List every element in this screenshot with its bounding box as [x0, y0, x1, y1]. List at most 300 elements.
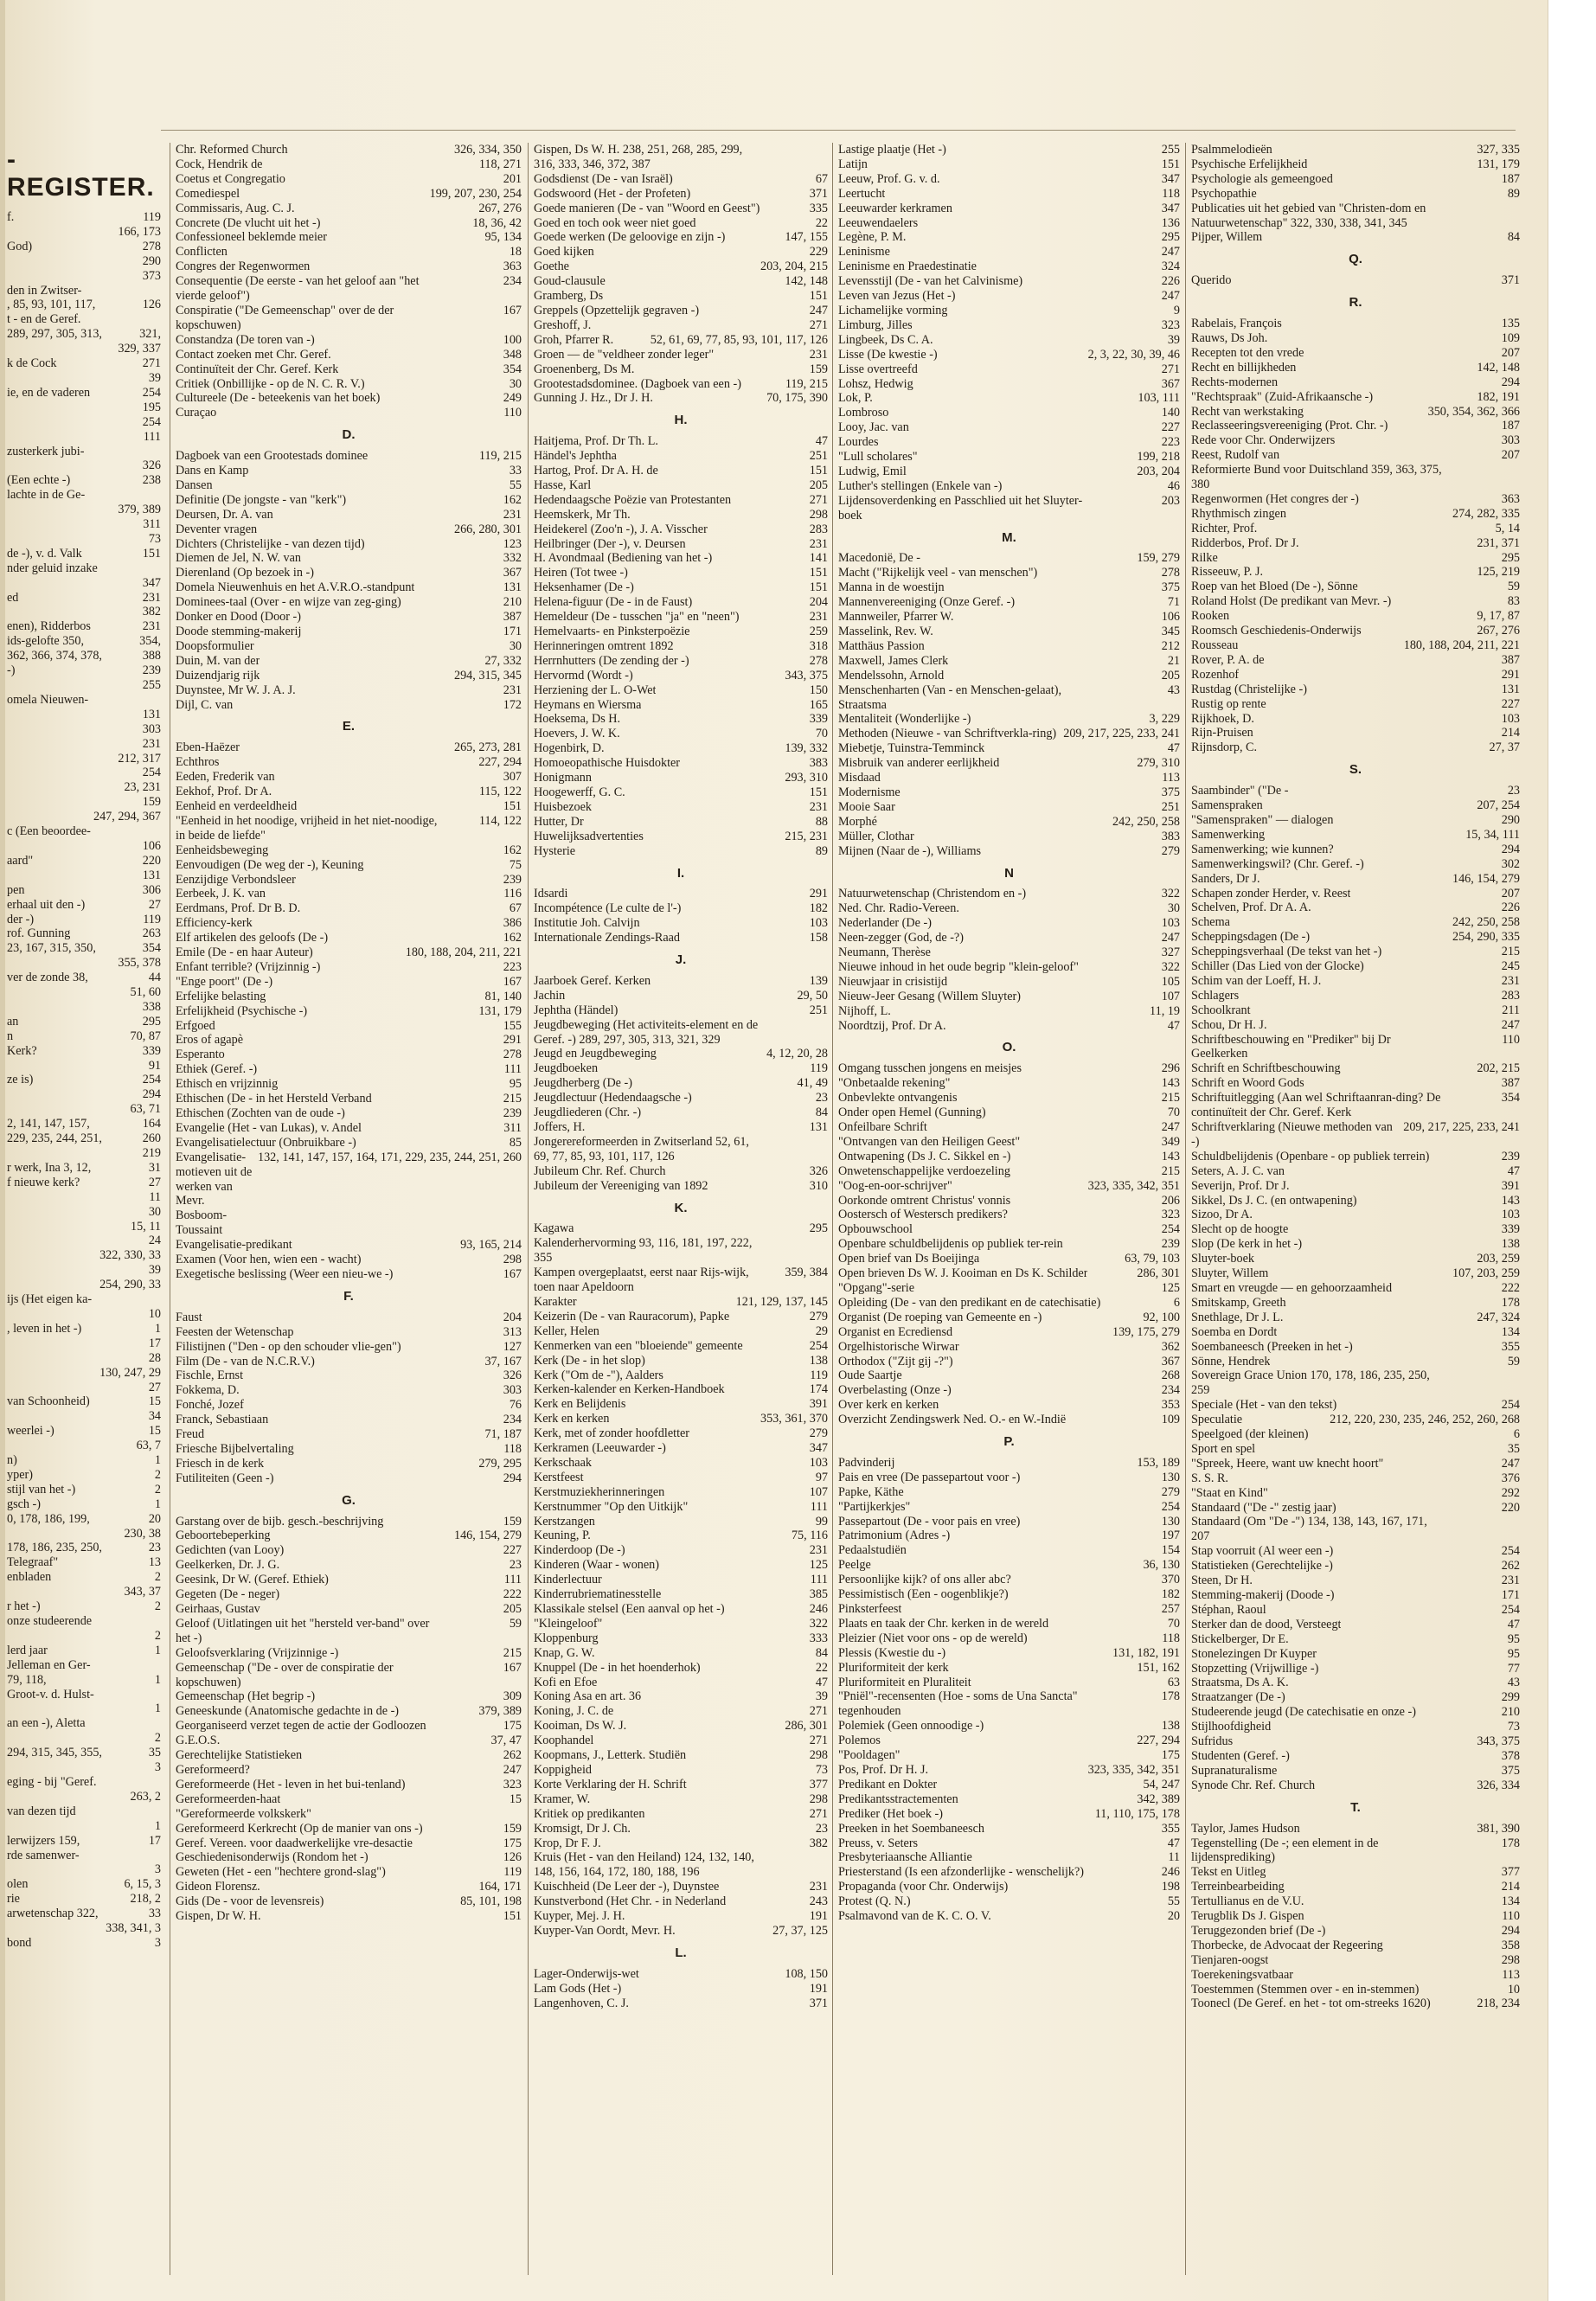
- entry-term: Schou, Dr H. J.: [1191, 1017, 1267, 1032]
- index-entry: [1191, 1909, 1520, 1924]
- index-entry: [534, 1120, 828, 1135]
- entry-pages: 251: [809, 1003, 828, 1017]
- entry-pages: 254: [142, 414, 161, 429]
- index-entry: [534, 1397, 828, 1412]
- entry-term: rof. Gunning: [7, 926, 71, 941]
- index-entry: [176, 333, 522, 348]
- index-entry: [7, 1059, 161, 1074]
- entry-term: Klassikale stelsel (Een aanval op het -): [534, 1602, 725, 1616]
- index-entry: [7, 1366, 161, 1381]
- entry-term: Kuyper, Mej. J. H.: [534, 1909, 625, 1924]
- entry-pages: 327, 335: [1477, 143, 1520, 157]
- entry-pages: 76: [509, 1398, 522, 1413]
- index-entry: [1191, 1208, 1520, 1222]
- index-entry: [1191, 653, 1520, 668]
- index-entry: [534, 1091, 828, 1106]
- index-entry: [534, 434, 828, 449]
- entry-pages: 178: [1161, 1689, 1180, 1704]
- entry-pages: 296: [1161, 1061, 1180, 1076]
- entry-term: Sluyter, Willem: [1191, 1266, 1269, 1281]
- entry-pages: 23, 231: [124, 780, 161, 795]
- entry-term: ed: [7, 590, 19, 605]
- index-entry: [838, 1485, 1180, 1500]
- entry-pages: 197: [1161, 1529, 1180, 1543]
- index-entry: [534, 727, 828, 741]
- index-entry: [7, 284, 161, 298]
- entry-pages: 239: [1161, 1237, 1180, 1252]
- entry-pages: 322, 330, 33: [99, 1248, 161, 1263]
- index-entry: [838, 187, 1180, 202]
- entry-pages: 83: [1507, 594, 1520, 609]
- index-entry: [176, 1048, 522, 1062]
- index-entry: [176, 537, 522, 552]
- entry-term: Toonecl (De Geref. en het - tot om-streeks 1620): [1191, 1997, 1431, 2011]
- index-entry: [7, 1190, 161, 1205]
- index-entry: [1191, 1311, 1520, 1325]
- index-entry: [7, 1585, 161, 1599]
- index-entry: [534, 1179, 828, 1194]
- entry-term: Slop (De kerk in het -): [1191, 1237, 1303, 1252]
- entry-pages: 27, 37, 125: [772, 1923, 828, 1938]
- index-entry: [7, 1849, 161, 1863]
- index-entry: [838, 1792, 1180, 1807]
- entry-pages: 245: [1501, 959, 1520, 974]
- entry-term: Peelge: [838, 1558, 871, 1573]
- entry-pages: 111: [143, 429, 161, 444]
- entry-pages: 131, 179: [478, 1003, 522, 1018]
- entry-pages: 318: [809, 638, 828, 653]
- entry-term: Predikant en Dokter: [838, 1777, 938, 1791]
- entry-term: Modernisme: [838, 785, 901, 799]
- entry-term: Efficiency-kerk: [176, 916, 253, 931]
- entry-term: Cock, Hendrik de: [176, 157, 263, 171]
- index-entry: [176, 1646, 522, 1661]
- index-entry: [1191, 1486, 1520, 1501]
- entry-term: Synode Chr. Ref. Church: [1191, 1778, 1316, 1792]
- entry-pages: 242, 250, 258: [1112, 814, 1180, 829]
- index-entry: [534, 815, 828, 830]
- index-entry: [534, 887, 828, 901]
- entry-pages: 223: [503, 959, 522, 974]
- entry-term: Doode stemming-makerij: [176, 625, 302, 638]
- index-entry: [838, 830, 1180, 844]
- entry-term: Eenzijdige Verbondsleer: [176, 872, 296, 887]
- entry-term: Freud: [176, 1427, 205, 1442]
- entry-pages: 91: [148, 1058, 161, 1073]
- entry-pages: 139, 175, 279: [1112, 1324, 1180, 1339]
- entry-term: 23, 167, 315, 350,: [7, 941, 96, 956]
- entry-term: pen: [7, 882, 25, 897]
- index-entry: [534, 1266, 828, 1295]
- entry-term: Organist (De roeping van Gemeente en -): [838, 1310, 1042, 1324]
- index-entry: [534, 1924, 828, 1939]
- entry-term: den in Zwitser-: [7, 283, 82, 298]
- entry-term: Gispen, Dr W. H.: [176, 1909, 261, 1924]
- index-entry: [7, 312, 161, 327]
- entry-term: Erfelijkheid (Psychische -): [176, 1003, 308, 1018]
- index-entry: [1191, 1720, 1520, 1734]
- index-entry: [7, 1570, 161, 1585]
- entry-pages: 171: [1501, 1588, 1520, 1602]
- index-entry: [534, 551, 828, 566]
- entry-pages: 214: [1501, 1880, 1520, 1894]
- entry-term: Eenvoudigen (De weg der -), Keuning: [176, 857, 364, 872]
- index-entry: [1191, 1690, 1520, 1705]
- entry-term: Elf artikelen des geloofs (De -): [176, 931, 329, 945]
- entry-term: Rechts-modernen: [1191, 375, 1279, 389]
- entry-term: ijs (Het eigen ka-: [7, 1292, 93, 1307]
- entry-term: Kunstverbond (Het Chr. - in Nederland: [534, 1894, 727, 1909]
- index-entry: [176, 990, 522, 1004]
- index-entry: [7, 1483, 161, 1497]
- entry-pages: 23: [815, 1821, 828, 1836]
- index-entry: [176, 1340, 522, 1355]
- entry-term: Sport en spel: [1191, 1441, 1256, 1456]
- entry-term: bond: [7, 1935, 32, 1950]
- entry-pages: 22: [815, 1660, 828, 1675]
- entry-pages: 247: [1161, 245, 1180, 260]
- section-letter-heading: J.: [675, 952, 687, 968]
- entry-pages: 202, 215: [1477, 1061, 1520, 1076]
- entry-pages: 164: [142, 1117, 161, 1131]
- index-entry: [7, 1381, 161, 1395]
- entry-pages: 30: [1167, 901, 1180, 916]
- index-entry: [1191, 1779, 1520, 1793]
- entry-term: Standaard ("De -" zestig jaar): [1191, 1500, 1336, 1515]
- entry-pages: 175: [503, 1836, 522, 1850]
- index-entry: [176, 755, 522, 770]
- index-entry: [1191, 507, 1520, 522]
- index-entry: [534, 493, 828, 508]
- entry-pages: 119: [143, 210, 161, 224]
- index-entry: [1191, 784, 1520, 798]
- index-entry: [534, 172, 828, 187]
- entry-term: Sufridus: [1191, 1734, 1234, 1749]
- entry-pages: 131: [142, 868, 161, 882]
- index-entry: [838, 1398, 1180, 1413]
- index-entry: [534, 274, 828, 289]
- index-entry: [176, 1368, 522, 1383]
- entry-pages: 263, 2: [130, 1789, 161, 1804]
- entry-pages: 367: [1161, 1354, 1180, 1368]
- index-entry: [534, 348, 828, 362]
- index-entry: [176, 1850, 522, 1865]
- index-entry: [534, 1880, 828, 1894]
- entry-term: , leven in het -): [7, 1321, 82, 1336]
- entry-pages: 286, 301: [1137, 1266, 1180, 1281]
- entry-pages: 347: [142, 575, 161, 590]
- entry-pages: 113: [1502, 1967, 1520, 1982]
- index-entry: [1191, 1676, 1520, 1690]
- entry-term: 229, 235, 244, 251,: [7, 1131, 102, 1146]
- entry-pages: 231: [1501, 1574, 1520, 1588]
- entry-term: Heymans en Wiersma: [534, 697, 642, 712]
- entry-term: Kinderlectuur: [534, 1573, 602, 1587]
- entry-term: Chr. Reformed Church: [176, 143, 288, 157]
- index-entry: [534, 1543, 828, 1558]
- section-letter-heading: K.: [674, 1200, 688, 1215]
- index-entry: [1191, 1061, 1520, 1076]
- index-entry: [7, 356, 161, 371]
- index-entry: [838, 595, 1180, 610]
- entry-pages: 118, 271: [478, 157, 522, 171]
- entry-term: Stopzetting (Vrijwillige -): [1191, 1661, 1319, 1676]
- entry-term: Psalmavond van de K. C. O. V.: [838, 1909, 991, 1924]
- entry-pages: 146, 154, 279: [1452, 871, 1520, 886]
- entry-pages: 387: [503, 610, 522, 625]
- entry-pages: 89: [1507, 186, 1520, 201]
- index-entry: [176, 931, 522, 945]
- index-entry: [7, 1921, 161, 1936]
- entry-pages: 371: [809, 1996, 828, 2010]
- entry-term: Overzicht Zendingswerk Ned. O.- en W.-Indië: [838, 1413, 1067, 1427]
- index-entry: [534, 1135, 828, 1164]
- index-entry: [176, 1543, 522, 1558]
- index-entry: [534, 1106, 828, 1120]
- index-entry: [534, 1018, 828, 1048]
- index-entry: [1191, 1997, 1520, 2011]
- index-entry: [176, 916, 522, 931]
- entry-term: Roland Holst (De predikant van Mevr. -): [1191, 594, 1392, 609]
- entry-pages: 199, 207, 230, 254: [429, 186, 522, 201]
- entry-term: Sizoo, Dr A.: [1191, 1208, 1253, 1222]
- index-entry: [1191, 1662, 1520, 1676]
- entry-term: Eenheidsbeweging: [176, 843, 269, 857]
- index-entry: [7, 926, 161, 941]
- entry-term: "Lull scholares": [838, 450, 918, 465]
- entry-term: Jeugd en Jeugdbeweging: [534, 1047, 657, 1061]
- entry-term: Dagboek van een Grootestads dominee: [176, 449, 369, 464]
- entry-term: Dierenland (Op bezoek in -): [176, 566, 314, 580]
- entry-term: Standaard (Om "De -") 134, 138, 143, 167, 171, 207: [1191, 1515, 1427, 1544]
- entry-term: Friesche Bijbelvertaling: [176, 1441, 294, 1456]
- entry-term: Erfgoed: [176, 1018, 215, 1033]
- entry-pages: 239: [503, 1106, 522, 1120]
- index-entry: [534, 1003, 828, 1018]
- entry-pages: 6: [1173, 1295, 1180, 1310]
- index-entry: [838, 1237, 1180, 1252]
- entry-pages: 371: [1501, 273, 1520, 288]
- entry-term: Recepten tot den vrede: [1191, 345, 1304, 360]
- index-entry: [176, 1558, 522, 1573]
- index-entry: [534, 1164, 828, 1179]
- entry-pages: 147, 155: [785, 230, 828, 245]
- entry-term: Emile (De - en haar Auteur): [176, 945, 313, 960]
- index-column-4: [832, 143, 1180, 2275]
- entry-term: "Samenspraken" — dialogen: [1191, 812, 1334, 827]
- entry-pages: 34: [148, 1409, 161, 1424]
- entry-pages: 1: [154, 1321, 161, 1336]
- entry-term: Ontwapening (Ds J. C. Sikkel en -): [838, 1149, 1011, 1163]
- index-entry: [7, 810, 161, 824]
- entry-term: Duynstee, Mr W. J. A. J.: [176, 683, 296, 697]
- entry-pages: 298: [1501, 1952, 1520, 1967]
- entry-term: Stonelezingen Dr Kuyper: [1191, 1646, 1317, 1661]
- index-entry: [176, 814, 522, 843]
- index-entry: [7, 298, 161, 312]
- index-entry: [838, 975, 1180, 990]
- entry-term: Seters, A. J. C. van: [1191, 1163, 1285, 1178]
- index-entry: [176, 843, 522, 858]
- index-entry: [7, 547, 161, 561]
- entry-term: Hemelvaarts- en Pinksterpoëzie: [534, 625, 690, 638]
- index-entry: [1191, 172, 1520, 187]
- entry-term: Prediker (Het boek -): [838, 1806, 943, 1821]
- entry-pages: 227, 294: [1137, 1734, 1180, 1748]
- index-entry: [176, 260, 522, 274]
- index-entry: [7, 1439, 161, 1453]
- entry-pages: 326, 334: [1477, 1778, 1520, 1792]
- entry-term: c (Een beoordee-: [7, 824, 91, 839]
- entry-term: Oude Saartje: [838, 1368, 902, 1383]
- entry-pages: 164, 171: [478, 1880, 522, 1894]
- entry-pages: 231: [142, 590, 161, 605]
- index-entry: [7, 1834, 161, 1849]
- entry-pages: 159, 279: [1137, 551, 1180, 566]
- entry-pages: 127: [503, 1339, 522, 1354]
- entry-term: Preuss, v. Seters: [838, 1836, 919, 1850]
- entry-pages: 138: [809, 1353, 828, 1368]
- entry-term: Leertucht: [838, 186, 886, 201]
- index-entry: [534, 844, 828, 859]
- index-entry: [7, 1278, 161, 1292]
- index-entry: [534, 639, 828, 654]
- index-entry: [7, 517, 161, 532]
- index-entry: [1191, 1618, 1520, 1632]
- entry-term: Recht en billijkheden: [1191, 360, 1297, 375]
- index-entry: [7, 1527, 161, 1541]
- entry-pages: 85: [509, 1135, 522, 1150]
- entry-term: Ethischen (De - in het Hersteld Verband: [176, 1092, 372, 1106]
- entry-pages: 166, 173: [118, 224, 161, 239]
- entry-pages: 175: [1161, 1748, 1180, 1763]
- index-entry: [7, 240, 161, 254]
- index-entry: [838, 1558, 1180, 1573]
- index-entry: [838, 1076, 1180, 1091]
- index-entry: [838, 1500, 1180, 1515]
- entry-term: Smitskamp, Greeth: [1191, 1295, 1286, 1310]
- index-entry: [1191, 1471, 1520, 1486]
- entry-pages: 151: [503, 1909, 522, 1924]
- index-entry: [534, 1778, 828, 1792]
- index-entry: [7, 737, 161, 752]
- entry-pages: 254: [1501, 1544, 1520, 1559]
- entry-pages: 254: [1161, 1499, 1180, 1514]
- index-entry: [534, 595, 828, 610]
- entry-pages: 231: [142, 619, 161, 634]
- index-entry: [838, 815, 1180, 830]
- index-entry: [838, 741, 1180, 756]
- entry-pages: 234: [503, 1413, 522, 1427]
- entry-term: Pessimistisch (Een - oogenblikje?): [838, 1587, 1009, 1602]
- index-entry: [838, 377, 1180, 392]
- entry-pages: 371: [809, 186, 828, 201]
- entry-pages: 207, 254: [1477, 798, 1520, 813]
- index-entry: [534, 974, 828, 989]
- index-entry: [534, 1850, 828, 1880]
- entry-pages: 167: [503, 974, 522, 989]
- index-entry: [1191, 726, 1520, 740]
- index-entry: [176, 1325, 522, 1340]
- entry-term: de -), v. d. Valk: [7, 546, 82, 561]
- index-entry: [838, 1543, 1180, 1558]
- entry-term: Lastige plaatje (Het -): [838, 143, 946, 157]
- entry-term: Schriftverklaring (Nieuwe methoden van -): [1191, 1120, 1393, 1149]
- index-entry: [7, 649, 161, 663]
- entry-term: Deursen, Dr. A. van: [176, 507, 273, 522]
- entry-pages: 279, 310: [1137, 756, 1180, 771]
- entry-pages: 15: [148, 1424, 161, 1439]
- entry-pages: 323: [503, 1777, 522, 1791]
- entry-pages: 151: [503, 798, 522, 813]
- entry-pages: 18: [509, 245, 522, 260]
- entry-term: Heksenhamer (De -): [534, 580, 634, 595]
- index-entry: [838, 1748, 1180, 1763]
- index-entry: [838, 1120, 1180, 1135]
- entry-term: Menschenharten (Van - en Menschen-gelaat), Straatsma: [838, 683, 1062, 712]
- entry-term: Onder open Hemel (Gunning): [838, 1106, 986, 1120]
- entry-pages: 323: [1161, 1208, 1180, 1222]
- entry-pages: 322: [1161, 887, 1180, 901]
- entry-term: Gereformeerd?: [176, 1762, 250, 1777]
- entry-term: Huisbezoek: [534, 799, 592, 814]
- index-entry: [838, 1909, 1180, 1924]
- entry-pages: 30: [148, 1204, 161, 1219]
- index-entry: [176, 1267, 522, 1282]
- entry-term: Scheppingsdagen (De -): [1191, 930, 1311, 945]
- entry-term: Kloppenburg: [534, 1631, 599, 1645]
- entry-term: Masselink, Rev. W.: [838, 625, 933, 638]
- entry-pages: 43: [1167, 683, 1180, 697]
- entry-term: Cultureele (De - beteekenis van het boek): [176, 391, 381, 406]
- entry-term: Honigmann: [534, 771, 592, 785]
- index-entry: [534, 1382, 828, 1397]
- entry-pages: 1: [154, 1818, 161, 1833]
- entry-term: Rijnsdorp, C.: [1191, 740, 1258, 755]
- entry-pages: 125, 219: [1477, 565, 1520, 580]
- entry-term: Institutie Joh. Calvijn: [534, 916, 640, 931]
- index-entry: [838, 669, 1180, 683]
- entry-term: Hoevers, J. W. K.: [534, 727, 620, 741]
- entry-pages: 70: [815, 727, 828, 741]
- entry-term: van dezen tijd: [7, 1804, 76, 1818]
- entry-term: Samenspraken: [1191, 798, 1263, 813]
- entry-term: Luther's stellingen (Enkele van -): [838, 478, 1003, 493]
- index-entry: [838, 1807, 1180, 1822]
- entry-term: Thorbecke, de Advocaat der Regeering: [1191, 1938, 1383, 1952]
- index-entry: [176, 858, 522, 873]
- section-letter-heading: D.: [342, 427, 356, 443]
- entry-pages: 70: [1167, 1616, 1180, 1631]
- index-entry: [838, 1222, 1180, 1237]
- index-entry: [7, 225, 161, 240]
- index-entry: [7, 401, 161, 415]
- entry-term: Goede werken (De geloovige en zijn -): [534, 230, 726, 245]
- entry-pages: 15: [148, 1394, 161, 1409]
- index-entry: [838, 333, 1180, 348]
- entry-pages: 359, 384: [785, 1266, 828, 1280]
- index-entry: [176, 975, 522, 990]
- entry-pages: 118: [503, 1441, 522, 1456]
- index-entry: [534, 785, 828, 800]
- entry-pages: 246: [1161, 1865, 1180, 1880]
- entry-pages: 343, 375: [785, 668, 828, 683]
- index-entry: [534, 580, 828, 595]
- entry-pages: 203, 259: [1477, 1252, 1520, 1266]
- index-entry: [838, 1617, 1180, 1631]
- entry-pages: 59: [509, 1616, 522, 1631]
- entry-term: k de Cock: [7, 356, 57, 371]
